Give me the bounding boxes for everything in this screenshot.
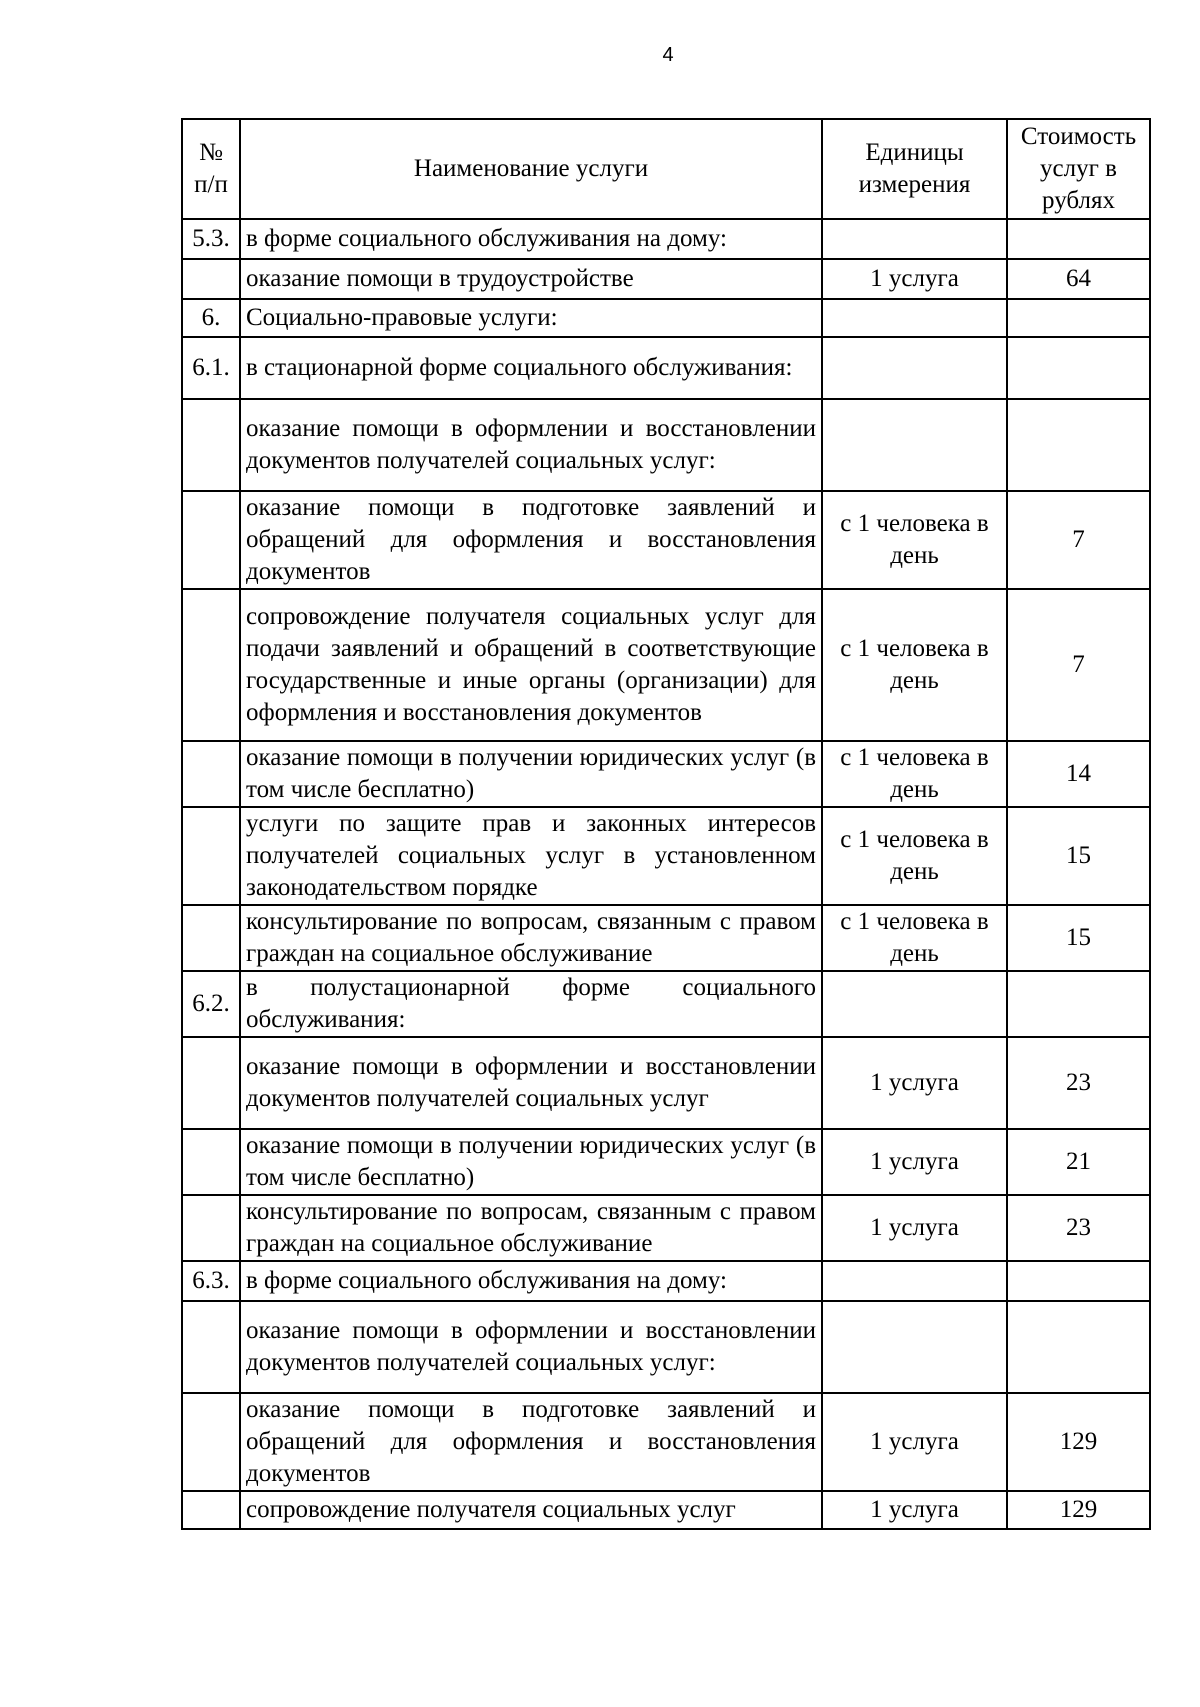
unit-of-measure: с 1 человека в день <box>822 491 1007 589</box>
unit-of-measure: с 1 человека в день <box>822 905 1007 971</box>
service-name: сопровождение получателя социальных услуг <box>240 1491 822 1529</box>
unit-of-measure <box>822 1301 1007 1393</box>
table-row <box>182 337 1150 399</box>
service-name: в форме социального обслуживания на дому: <box>240 219 822 259</box>
service-cost <box>1007 337 1150 399</box>
row-number <box>182 589 240 741</box>
service-cost: 14 <box>1007 741 1150 807</box>
unit-of-measure: с 1 человека в день <box>822 741 1007 807</box>
table-row <box>182 1491 1150 1529</box>
service-name: сопровождение получателя социальных услуг для подачи заявлений и обращений в соответствующие государственные и иные органы (организации) для оформления и восстановления документов <box>240 589 822 741</box>
service-cost: 15 <box>1007 905 1150 971</box>
row-number <box>182 1491 240 1529</box>
service-name: оказание помощи в оформлении и восстановлении документов получателей социальных услуг <box>240 1037 822 1129</box>
service-name: в стационарной форме социального обслуживания: <box>240 337 822 399</box>
unit-of-measure: с 1 человека в день <box>822 589 1007 741</box>
service-cost: 7 <box>1007 589 1150 741</box>
row-number <box>182 491 240 589</box>
service-cost <box>1007 1301 1150 1393</box>
table-row <box>182 491 1150 589</box>
unit-of-measure: 1 услуга <box>822 1195 1007 1261</box>
row-number <box>182 1301 240 1393</box>
service-name: оказание помощи в получении юридических услуг (в том числе бесплатно) <box>240 1129 822 1195</box>
table-row <box>182 905 1150 971</box>
unit-of-measure <box>822 337 1007 399</box>
unit-of-measure <box>822 219 1007 259</box>
service-cost <box>1007 219 1150 259</box>
service-name: оказание помощи в оформлении и восстановлении документов получателей социальных услуг: <box>240 399 822 491</box>
row-number <box>182 1129 240 1195</box>
unit-of-measure: 1 услуга <box>822 1037 1007 1129</box>
service-cost: 21 <box>1007 1129 1150 1195</box>
service-name: консультирование по вопросам, связанным с правом граждан на социальное обслуживание <box>240 905 822 971</box>
service-name: оказание помощи в оформлении и восстановлении документов получателей социальных услуг: <box>240 1301 822 1393</box>
service-cost: 23 <box>1007 1037 1150 1129</box>
row-number: 6.2. <box>182 971 240 1037</box>
row-number <box>182 741 240 807</box>
services-price-table <box>181 118 1151 1530</box>
table-header-row <box>182 119 1150 219</box>
table-row <box>182 971 1150 1037</box>
service-cost: 64 <box>1007 259 1150 299</box>
row-number <box>182 1195 240 1261</box>
unit-of-measure: 1 услуга <box>822 1129 1007 1195</box>
row-number <box>182 1393 240 1491</box>
table-row <box>182 1037 1150 1129</box>
row-number <box>182 807 240 905</box>
unit-of-measure: 1 услуга <box>822 1491 1007 1529</box>
table-row <box>182 259 1150 299</box>
table-row <box>182 1195 1150 1261</box>
service-name: Социально-правовые услуги: <box>240 299 822 337</box>
header-cost: Стоимость услуг в рублях <box>1007 119 1150 219</box>
service-cost <box>1007 971 1150 1037</box>
service-name: в форме социального обслуживания на дому: <box>240 1261 822 1301</box>
service-name: услуги по защите прав и законных интересов получателей социальных услуг в установленном законодательством порядке <box>240 807 822 905</box>
row-number: 6.1. <box>182 337 240 399</box>
table-row <box>182 1129 1150 1195</box>
row-number: 6. <box>182 299 240 337</box>
table-row <box>182 589 1150 741</box>
header-unit: Единицы измерения <box>822 119 1007 219</box>
service-cost <box>1007 1261 1150 1301</box>
table-row <box>182 741 1150 807</box>
unit-of-measure <box>822 399 1007 491</box>
table-row <box>182 1261 1150 1301</box>
row-number <box>182 399 240 491</box>
row-number: 5.3. <box>182 219 240 259</box>
service-cost: 129 <box>1007 1491 1150 1529</box>
service-name: в полустационарной форме социального обслуживания: <box>240 971 822 1037</box>
unit-of-measure: с 1 человека в день <box>822 807 1007 905</box>
service-cost: 23 <box>1007 1195 1150 1261</box>
service-name: оказание помощи в получении юридических услуг (в том числе бесплатно) <box>240 741 822 807</box>
page-number: 4 <box>662 44 674 66</box>
table-row <box>182 219 1150 259</box>
service-name: оказание помощи в подготовке заявлений и обращений для оформления и восстановления документов <box>240 1393 822 1491</box>
service-name: оказание помощи в подготовке заявлений и обращений для оформления и восстановления документов <box>240 491 822 589</box>
table-row <box>182 807 1150 905</box>
header-service-name: Наименование услуги <box>240 119 822 219</box>
unit-of-measure: 1 услуга <box>822 259 1007 299</box>
row-number <box>182 905 240 971</box>
table-row <box>182 1393 1150 1491</box>
service-cost: 7 <box>1007 491 1150 589</box>
header-number: № п/п <box>182 119 240 219</box>
table-row <box>182 399 1150 491</box>
unit-of-measure: 1 услуга <box>822 1393 1007 1491</box>
unit-of-measure <box>822 1261 1007 1301</box>
table-row <box>182 299 1150 337</box>
service-name: оказание помощи в трудоустройстве <box>240 259 822 299</box>
service-cost: 129 <box>1007 1393 1150 1491</box>
service-name: консультирование по вопросам, связанным с правом граждан на социальное обслуживание <box>240 1195 822 1261</box>
row-number: 6.3. <box>182 1261 240 1301</box>
service-cost: 15 <box>1007 807 1150 905</box>
row-number <box>182 1037 240 1129</box>
unit-of-measure <box>822 971 1007 1037</box>
service-cost <box>1007 399 1150 491</box>
table-row <box>182 1301 1150 1393</box>
unit-of-measure <box>822 299 1007 337</box>
row-number <box>182 259 240 299</box>
service-cost <box>1007 299 1150 337</box>
